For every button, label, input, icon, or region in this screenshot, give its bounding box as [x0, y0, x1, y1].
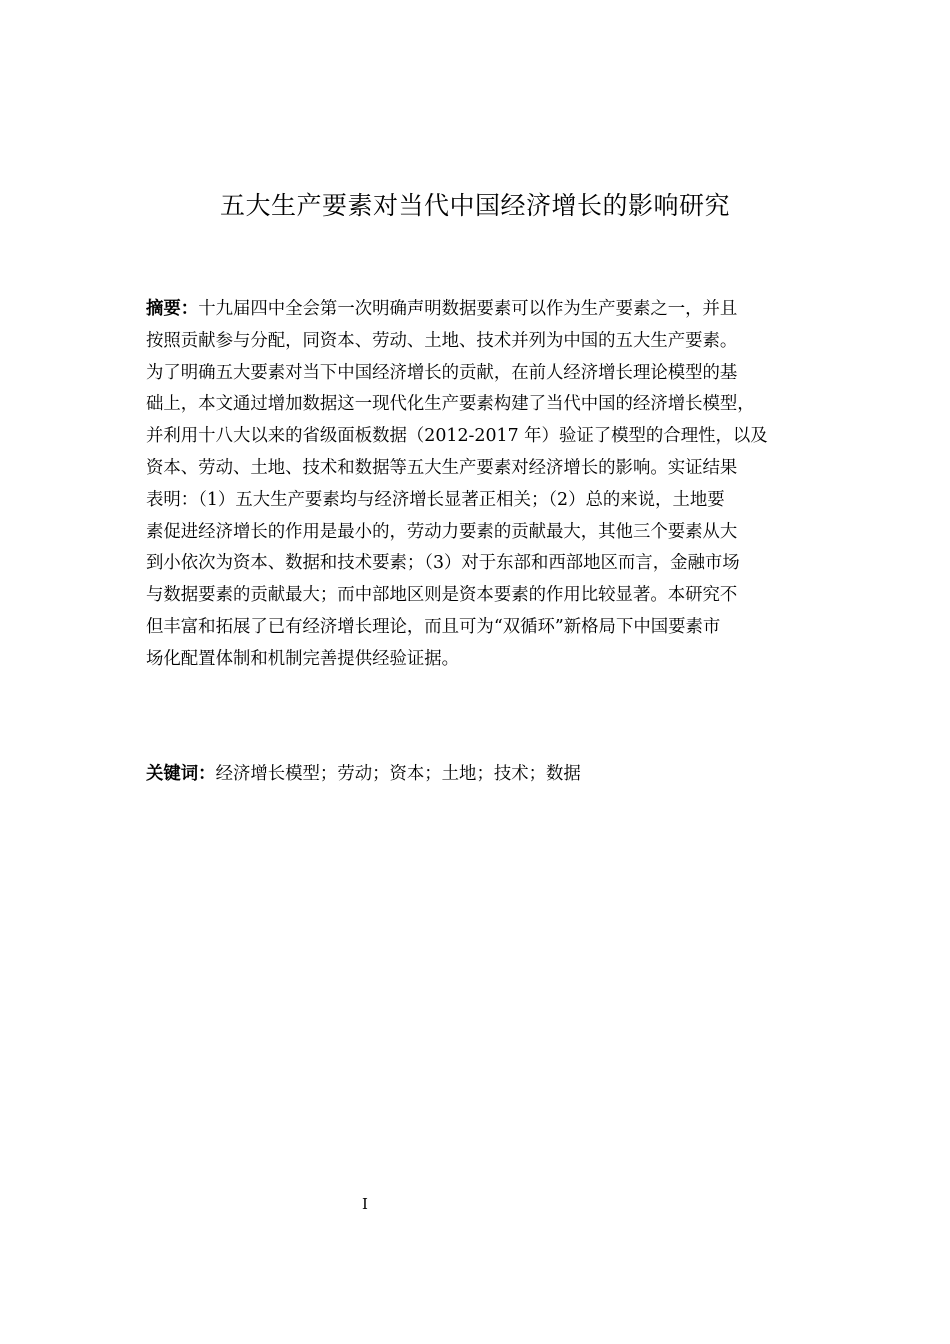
page-number: I [362, 1195, 368, 1213]
abstract-line: 础上，本文通过增加数据这一现代化生产要素构建了当代中国的经济增长模型， [146, 394, 755, 415]
abstract-label: 摘要： [146, 299, 199, 319]
keywords-section [146, 758, 820, 790]
abstract-line: 场化配置体制和机制完善提供经验证据。 [146, 648, 460, 669]
keywords-text: 经济增长模型；劳动；资本；土地；技术；数据 [215, 764, 581, 784]
abstract-line: 但丰富和拓展了已有经济增长理论，而且可为“双循环”新格局下中国要素市 [146, 616, 721, 637]
abstract-line: 并利用十八大以来的省级面板数据（2012-2017 年）验证了模型的合理性，以及 [146, 426, 768, 447]
abstract-line: 为了明确五大要素对当下中国经济增长的贡献，在前人经济增长理论模型的基 [146, 362, 738, 383]
keywords-label: 关键词： [146, 764, 216, 784]
abstract-line: 到小依次为资本、数据和技术要素；（3）对于东部和西部地区而言，金融市场 [146, 553, 740, 574]
abstract-line: 资本、劳动、土地、技术和数据等五大生产要素对经济增长的影响。实证结果 [146, 457, 738, 478]
abstract-line: 与数据要素的贡献最大；而中部地区则是资本要素的作用比较显著。本研究不 [146, 585, 738, 606]
paper-title: 五大生产要素对当代中国经济增长的影响研究 [219, 191, 730, 220]
abstract-line: 按照贡献参与分配，同资本、劳动、土地、技术并列为中国的五大生产要素。 [146, 330, 738, 351]
abstract-text: 十九届四中全会第一次明确声明数据要素可以作为生产要素之一，并且 [198, 299, 738, 319]
abstract-line: 表明：（1）五大生产要素均与经济增长显著正相关；（2）总的来说，土地要 [146, 489, 725, 510]
abstract-line: 素促进经济增长的作用是最小的，劳动力要素的贡献最大，其他三个要素从大 [146, 521, 738, 542]
abstract-section [146, 294, 820, 676]
abstract-line [146, 294, 820, 326]
